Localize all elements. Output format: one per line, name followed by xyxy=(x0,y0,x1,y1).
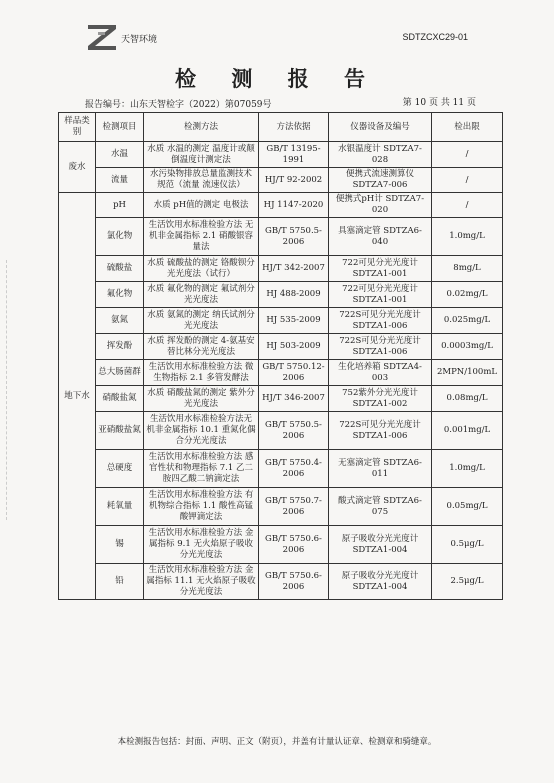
table-row xyxy=(59,526,503,564)
cell-instrument: 生化培养箱 SDTZA4-003 xyxy=(329,360,432,386)
cell-limit: 0.5μg/L xyxy=(432,526,503,564)
cell-limit: 0.02mg/L xyxy=(432,282,503,308)
cell-instrument: 722S可见分光光度计 SDTZA1-006 xyxy=(329,412,432,450)
table-row xyxy=(59,334,503,360)
table-row xyxy=(59,282,503,308)
cell-limit: 0.0003mg/L xyxy=(432,334,503,360)
table-row xyxy=(59,168,503,193)
table-row xyxy=(59,218,503,256)
cell-basis: HJ/T 346-2007 xyxy=(259,386,329,412)
cell-method: 生活饮用水标准检验方法 金属指标 11.1 无火焰原子吸收分光光度法 xyxy=(144,564,259,600)
table-row xyxy=(59,488,503,526)
cell-basis: GB/T 5750.6-2006 xyxy=(259,526,329,564)
page-title: 检 测 报 告 xyxy=(175,66,379,91)
cell-item: 亚硝酸盐氮 xyxy=(96,412,144,450)
cell-limit: 0.05mg/L xyxy=(432,488,503,526)
cell-method: 生活饮用水标准检验方法 微生物指标 2.1 多管发酵法 xyxy=(144,360,259,386)
cell-instrument: 722可见分光光度计 SDTZA1-001 xyxy=(329,282,432,308)
cell-limit: / xyxy=(432,193,503,218)
header-item: 检测项目 xyxy=(96,113,144,142)
header-category: 样品类别 xyxy=(59,113,96,142)
cell-basis: HJ 503-2009 xyxy=(259,334,329,360)
cell-instrument: 水银温度计 SDTZA7-028 xyxy=(329,142,432,168)
cell-instrument: 便携式流速测算仪 SDTZA7-006 xyxy=(329,168,432,193)
cell-method: 水质 pH值的测定 电极法 xyxy=(144,193,259,218)
cell-limit: / xyxy=(432,142,503,168)
cell-method: 水污染物排放总量监测技术规范（流量 流速仪法） xyxy=(144,168,259,193)
cell-basis: HJ/T 92-2002 xyxy=(259,168,329,193)
cell-method: 水质 水温的测定 温度计或颠倒温度计测定法 xyxy=(144,142,259,168)
cell-basis: GB/T 13195-1991 xyxy=(259,142,329,168)
cell-instrument: 722可见分光光度计 SDTZA1-001 xyxy=(329,256,432,282)
cell-limit: 1.0mg/L xyxy=(432,450,503,488)
cell-method: 水质 氨氮的测定 纳氏试剂分光光度法 xyxy=(144,308,259,334)
cell-method: 生活饮用水标准检验方法无机非金属指标 10.1 重氮化偶合分光光度法 xyxy=(144,412,259,450)
cell-item: 耗氧量 xyxy=(96,488,144,526)
document-code: SDTZCXC29-01 xyxy=(402,32,468,42)
cell-item: 硝酸盐氮 xyxy=(96,386,144,412)
header-basis: 方法依据 xyxy=(259,113,329,142)
cell-instrument: 具塞滴定管 SDTZA6-040 xyxy=(329,218,432,256)
cell-method: 生活饮用水标准检验方法 金属指标 9.1 无火焰原子吸收分光光度法 xyxy=(144,526,259,564)
report-number: 报告编号：山东天智检字（2022）第07059号 xyxy=(85,100,272,110)
cell-limit: / xyxy=(432,168,503,193)
table-row xyxy=(59,360,503,386)
cell-basis: GB/T 5750.5-2006 xyxy=(259,412,329,450)
cell-limit: 0.025mg/L xyxy=(432,308,503,334)
cell-method: 生活饮用水标准检验方法 有机物综合指标 1.1 酸性高锰酸钾滴定法 xyxy=(144,488,259,526)
cell-category: 地下水 xyxy=(59,193,96,600)
table-row xyxy=(59,564,503,600)
cell-item: 氟化物 xyxy=(96,282,144,308)
cell-instrument: 酸式滴定管 SDTZA6-075 xyxy=(329,488,432,526)
cell-limit: 0.001mg/L xyxy=(432,412,503,450)
cell-basis: HJ 488-2009 xyxy=(259,282,329,308)
cell-instrument: 722S可见分光光度计 SDTZA1-006 xyxy=(329,308,432,334)
cell-item: 总大肠菌群 xyxy=(96,360,144,386)
cell-basis: GB/T 5750.5-2006 xyxy=(259,218,329,256)
cell-instrument: 722S可见分光光度计 SDTZA1-006 xyxy=(329,334,432,360)
table-body xyxy=(59,142,503,600)
company-logo-icon xyxy=(85,22,119,52)
cell-instrument: 752紫外分光光度计 SDTZA1-002 xyxy=(329,386,432,412)
table-row xyxy=(59,412,503,450)
page-info: 第 10 页 共 11 页 xyxy=(402,98,476,108)
header-limit: 检出限 xyxy=(432,113,503,142)
cell-method: 生活饮用水标准检验方法 无机非金属指标 2.1 硝酸银容量法 xyxy=(144,218,259,256)
cell-item: 硫酸盐 xyxy=(96,256,144,282)
cell-item: pH xyxy=(96,193,144,218)
cell-item: 铅 xyxy=(96,564,144,600)
cell-instrument: 便携式pH计 SDTZA7-020 xyxy=(329,193,432,218)
cell-instrument: 原子吸收分光光度计 SDTZA1-004 xyxy=(329,564,432,600)
cell-item: 水温 xyxy=(96,142,144,168)
cell-method: 水质 氟化物的测定 氟试剂分光光度法 xyxy=(144,282,259,308)
cell-basis: GB/T 5750.7-2006 xyxy=(259,488,329,526)
cell-basis: GB/T 5750.6-2006 xyxy=(259,564,329,600)
cell-item: 锡 xyxy=(96,526,144,564)
cell-item: 氨氮 xyxy=(96,308,144,334)
cell-limit: 2.5μg/L xyxy=(432,564,503,600)
cell-basis: HJ/T 342-2007 xyxy=(259,256,329,282)
cell-method: 水质 硫酸盐的测定 铬酸钡分光光度法（试行） xyxy=(144,256,259,282)
cell-item: 总硬度 xyxy=(96,450,144,488)
cell-method: 水质 挥发酚的测定 4-氨基安替比林分光光度法 xyxy=(144,334,259,360)
cell-limit: 2MPN/100mL xyxy=(432,360,503,386)
cell-instrument: 无塞滴定管 SDTZA6-011 xyxy=(329,450,432,488)
cell-item: 流量 xyxy=(96,168,144,193)
table-row xyxy=(59,450,503,488)
cell-limit: 8mg/L xyxy=(432,256,503,282)
table-row xyxy=(59,386,503,412)
table-row xyxy=(59,256,503,282)
table-row xyxy=(59,308,503,334)
cell-item: 挥发酚 xyxy=(96,334,144,360)
footer-note: 本检测报告包括：封面、声明、正文（附页），并盖有计量认证章、检测章和骑缝章。 xyxy=(117,737,437,747)
cell-basis: HJ 1147-2020 xyxy=(259,193,329,218)
table-header-row xyxy=(59,113,503,142)
cell-method: 生活饮用水标准检验方法 感官性状和物理指标 7.1 乙二胺四乙酸二钠滴定法 xyxy=(144,450,259,488)
table-row xyxy=(59,142,503,168)
cell-item: 氯化物 xyxy=(96,218,144,256)
table-row xyxy=(59,193,503,218)
cell-basis: GB/T 5750.12-2006 xyxy=(259,360,329,386)
header-instrument: 仪器设备及编号 xyxy=(329,113,432,142)
test-methods-table xyxy=(58,112,503,600)
logo-text: 天智环境 xyxy=(121,35,158,45)
cell-limit: 1.0mg/L xyxy=(432,218,503,256)
cell-instrument: 原子吸收分光光度计 SDTZA1-004 xyxy=(329,526,432,564)
cell-category: 废水 xyxy=(59,142,96,193)
cell-method: 水质 硝酸盐氮的测定 紫外分光光度法 xyxy=(144,386,259,412)
binding-edge xyxy=(6,260,13,520)
cell-basis: HJ 535-2009 xyxy=(259,308,329,334)
cell-limit: 0.08mg/L xyxy=(432,386,503,412)
header-method: 检测方法 xyxy=(144,113,259,142)
cell-basis: GB/T 5750.4-2006 xyxy=(259,450,329,488)
